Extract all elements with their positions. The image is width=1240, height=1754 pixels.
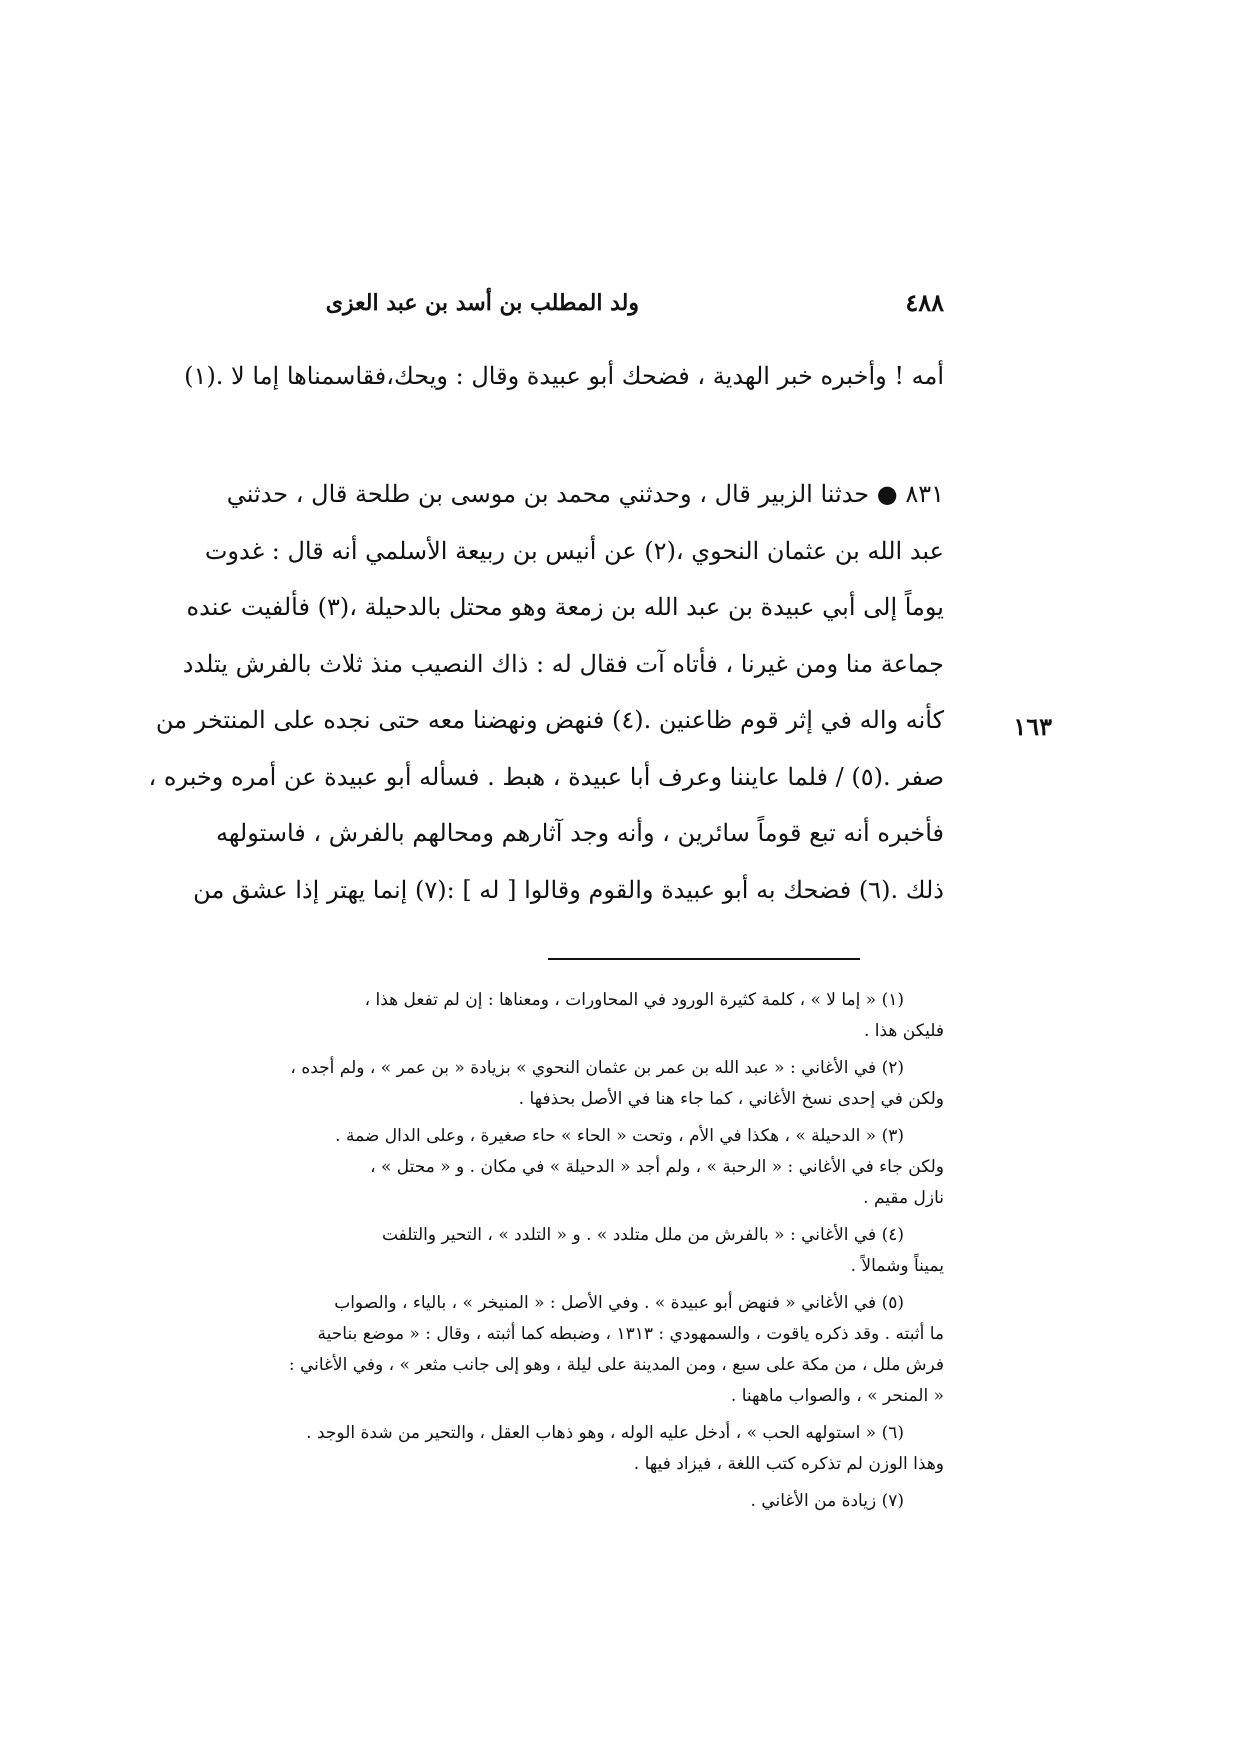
footnote-line: (١) « إما لا » ، كلمة كثيرة الورود في المحاورات ، ومعناها : إن لم تفعل هذا ، [364, 990, 904, 1010]
footnote-2 [284, 1053, 944, 1115]
footnote-4 [284, 1220, 944, 1282]
footnote-line: ما أثبته . وقد ذكره ياقوت ، والسمهودي : ١٣١٣ ، وضبطه كما أثبته ، وقال : « موضع بناحية [317, 1324, 944, 1344]
footnote-line: ولكن في إحدى نسخ الأغاني ، كما جاء هنا في الأصل بحذفها . [518, 1089, 944, 1109]
footnote-separator [548, 958, 860, 960]
footnote-line: (٣) « الدحيلة » ، هكذا في الأم ، وتحت « الحاء » حاء صغيرة ، وعلى الدال ضمة . [335, 1126, 904, 1146]
continued-text-line: أمه ! وأخبره خبر الهدية ، فضحك أبو عبيدة وقال : ويحك،فقاسمناها إما لا .(١) [184, 362, 944, 390]
body-line: عبد الله بن عثمان النحوي ،(٢) عن أنيس بن ربيعة الأسلمي أنه قال : غدوت [204, 536, 944, 565]
body-line: صفر .(٥) / فلما عايننا وعرف أبا عبيدة ، هبط . فسأله أبو عبيدة عن أمره وخبره ، [148, 762, 944, 791]
footnote-7 [284, 1486, 944, 1517]
body-line: جماعة منا ومن غيرنا ، فأتاه آت فقال له : ذاك النصيب منذ ثلاث بالفرش يتلدد [182, 649, 944, 678]
footnote-6 [284, 1418, 944, 1480]
footnotes [284, 985, 944, 1523]
footnote-3 [284, 1121, 944, 1214]
footnote-line: فليكن هذا . [863, 1021, 944, 1041]
body-line: يوماً إلى أبي عبيدة بن عبد الله بن زمعة وهو محتل بالدحيلة ،(٣) فألفيت عنده [186, 593, 944, 621]
body-line: ذلك .(٦) فضحك به أبو عبيدة والقوم وقالوا [ له ] :(٧) إنما يهتر إذا عشق من [193, 875, 944, 904]
body-line: ٨٣١ ● حدثنا الزبير قال ، وحدثني محمد بن موسى بن طلحة قال ، حدثني [226, 480, 944, 508]
footnote-5 [284, 1288, 944, 1412]
footnote-line: نازل مقيم . [863, 1188, 944, 1208]
margin-page-number: ١٦٣ [1013, 712, 1052, 741]
footnote-line: يميناً وشمالاً . [850, 1256, 944, 1276]
page-number: ٤٨٨ [905, 288, 944, 317]
body-line: كأنه واله في إثر قوم ظاعنين .(٤) فنهض ونهضنا معه حتى نجده على المنتخر من [155, 706, 944, 734]
running-title: ولد المطلب بن أسد بن عبد العزى [325, 290, 639, 316]
footnote-line: « المنحر » ، والصواب ماههنا . [730, 1386, 944, 1406]
footnote-line: (٤) في الأغاني : « بالفرش من ملل متلدد » . و « التلدد » ، التحير والتلفت [381, 1225, 904, 1245]
footnote-1 [284, 985, 944, 1047]
page-header [240, 288, 944, 328]
footnote-line: ولكن جاء في الأغاني : « الرحبة » ، ولم أجد « الدحيلة » في مكان . و « محتل » ، [370, 1157, 944, 1177]
footnote-line: (٢) في الأغاني : « عبد الله بن عمر بن عثمان النحوي » بزيادة « بن عمر » ، ولم أجده ، [290, 1058, 904, 1078]
footnote-line: (٦) « استولهه الحب » ، أدخل عليه الوله ، وهو ذهاب العقل ، والتحير من شدة الوجد . [306, 1423, 904, 1443]
footnote-line: (٧) زيادة من الأغاني . [750, 1491, 904, 1511]
footnote-line: وهذا الوزن لم تذكره كتب اللغة ، فيزاد فيها . [633, 1454, 944, 1474]
footnote-line: فرش ملل ، من مكة على سبع ، ومن المدينة على ليلة ، وهو إلى جانب مثعر » ، وفي الأغاني : [288, 1355, 944, 1375]
footnote-line: (٥) في الأغاني « فنهض أبو عبيدة » . وفي الأصل : « المنيخر » ، بالياء ، والصواب [334, 1293, 904, 1313]
body-line: فأخبره أنه تبع قوماً سائرين ، وأنه وجد آثارهم ومحالهم بالفرش ، فاستولهه [215, 819, 944, 847]
body-paragraph [148, 466, 944, 918]
